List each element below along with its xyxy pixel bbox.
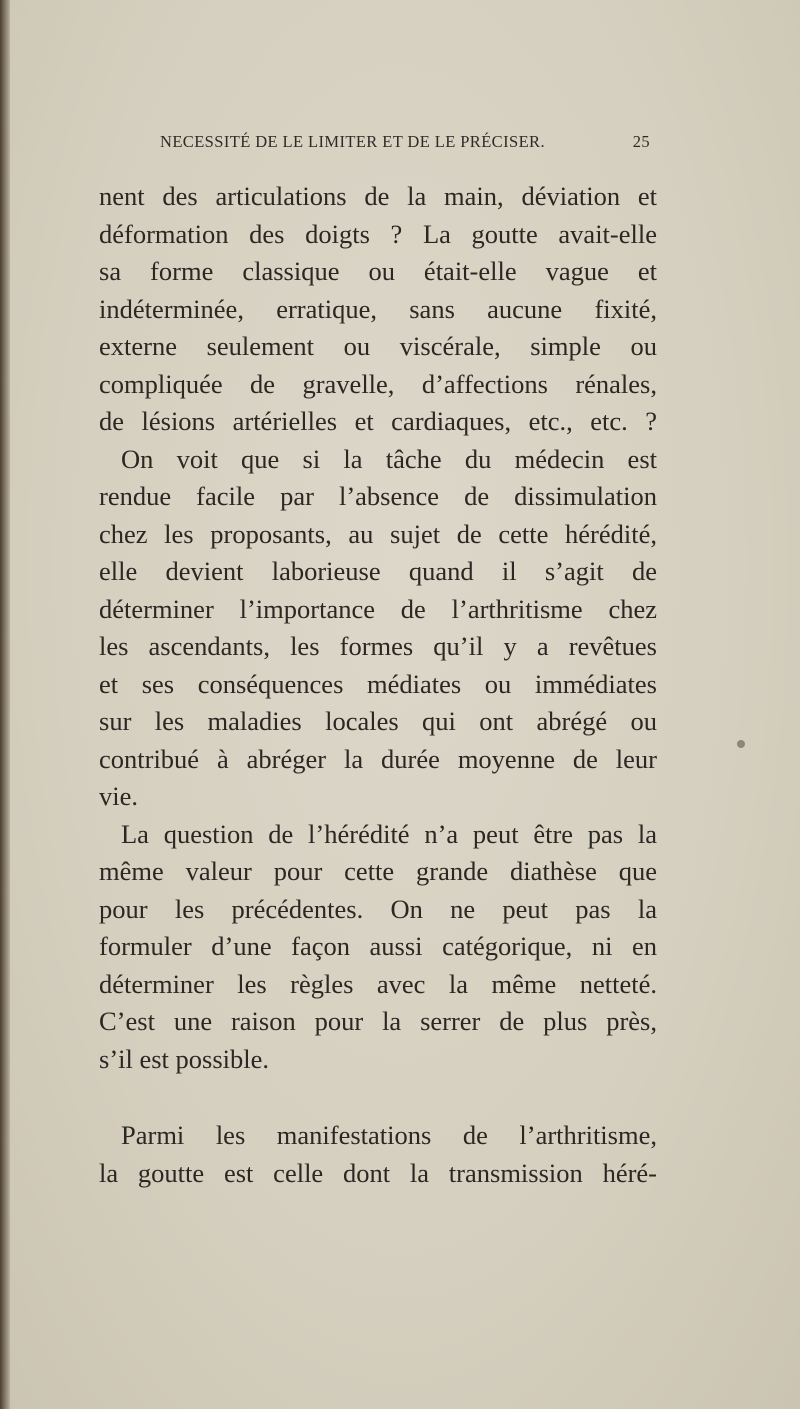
text-line: contribué à abréger la durée moyenne de leur [99,743,657,774]
text-line: C’est une raison pour la serrer de plus près, [99,1006,657,1036]
text-line: de lésions artérielles et cardiaques, etc., etc. ? [99,406,657,436]
paragraph-2 [99,441,657,816]
text-line: s’il est possible. [99,1043,270,1074]
running-title: NECESSITÉ DE LE LIMITER ET DE LE PRÉCISER. [160,132,545,151]
text-line: nent des articulations de la main, déviation et [99,181,657,211]
text-line: sur les maladies locales qui ont abrégé ou [99,706,657,736]
text-line: La question de l’hérédité n’a peut être pas la [121,818,657,849]
paper-stain [737,740,745,748]
text-line: déterminer les règles avec la même netteté. [99,968,657,999]
paragraph-4 [99,1117,657,1192]
text-line: les ascendants, les formes qu’il y a revêtues [99,631,657,661]
text-line: externe seulement ou viscérale, simple ou [99,331,657,361]
paragraph-3 [99,816,657,1079]
text-line: indéterminée, erratique, sans aucune fixité, [99,293,657,324]
text-line: pour les précédentes. On ne peut pas la [99,893,657,924]
page-number: 25 [632,132,650,151]
text-line: compliquée de gravelle, d’affections rénales, [99,368,657,399]
text-line: la goutte est celle dont la transmission héré- [99,1157,657,1188]
text-line: rendue facile par l’absence de dissimulation [99,481,657,511]
text-line: On voit que si la tâche du médecin est [121,443,657,474]
text-line: déterminer l’importance de l’arthritisme chez [99,593,657,624]
text-line: sa forme classique ou était-elle vague et [99,256,657,286]
page-header [160,132,660,162]
text-line: vie. [99,781,138,811]
text-line: elle devient laborieuse quand il s’agit de [99,556,657,586]
body-text [99,178,657,1192]
paragraph-gap [99,1078,657,1117]
paragraph-1 [99,178,657,441]
book-spine-shadow [0,0,10,1409]
text-line: même valeur pour cette grande diathèse que [99,856,657,886]
text-line: formuler d’une façon aussi catégorique, ni en [99,931,657,961]
text-line: chez les proposants, au sujet de cette hérédité, [99,518,657,549]
text-line: Parmi les manifestations de l’arthritisme, [121,1120,657,1150]
text-line: déformation des doigts ? La goutte avait-elle [99,218,657,249]
text-line: et ses conséquences médiates ou immédiates [99,668,657,699]
